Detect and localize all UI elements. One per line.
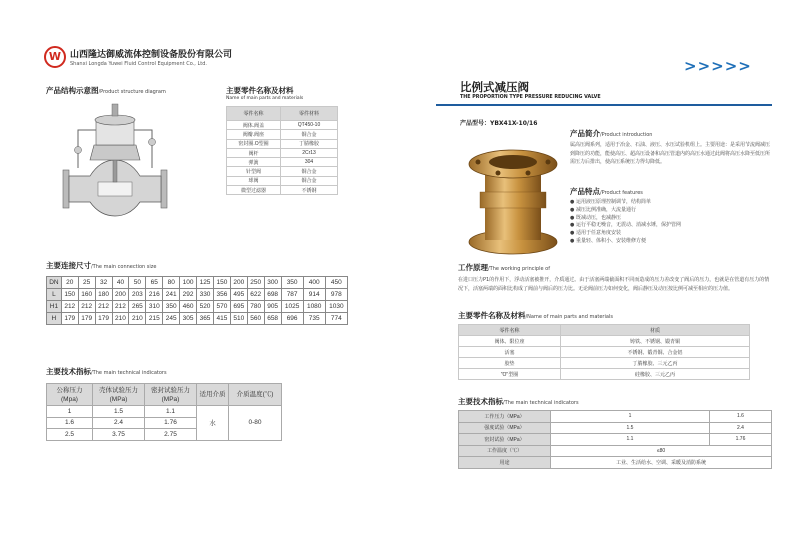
bolt-hole [546,160,551,165]
table-cell: 200 [112,289,129,301]
table-row [227,176,338,185]
table-cell: 65 [146,277,163,289]
right-tech-title-cn: 主要技术指标 [458,397,503,406]
table-cell: "O"型圈 [459,369,561,380]
bolt-hole [476,160,481,165]
structure-title-en: /Product structure diagram [98,89,166,95]
valve-structure-diagram [60,100,170,220]
table-cell: 350 [163,301,180,313]
table-cell: 250 [247,277,264,289]
table-cell: 150 [213,277,230,289]
table-cell: 698 [264,289,281,301]
tech-left-table [46,383,282,441]
table-cell: 32 [95,277,112,289]
table-cell: 2.4 [93,417,145,429]
intro-title-cn: 产品简介 [570,129,600,138]
table-cell: 2.75 [145,429,197,441]
table-cell: 硅橡胶、三元乙丙 [561,369,750,380]
table-header-row [459,325,750,336]
table-cell: 179 [61,313,78,325]
table-cell: 2Cr13 [281,148,338,157]
table-cell: 1 [47,406,93,418]
table-header: 介质温度(℃) [229,384,282,406]
table-row [47,406,282,418]
table-cell: 215 [146,313,163,325]
row-label: L [47,289,62,301]
list-item: ● 运行平稳无噪音，无震动、消减水锤，保护管网 [570,222,681,229]
table-cell: 1.5 [93,406,145,418]
intro-text: 属高压阀系列，适用于冶金、石油、液压、水压试验机组上。主要用途：是采用节流阀减压到降压的功能，能使高压、超高压设备和高压管道内的高压水通过此阀将高压水降至低压所需压力后排出，使高压系统压力得勾降低。 [570,142,771,166]
table-cell: 25 [78,277,95,289]
product-title: 比例式减压阀 [460,80,529,94]
table-cell: 密封圈.O型圈 [227,139,281,148]
connection-title [46,260,157,271]
table-cell: 1 [551,411,710,423]
table-cell: 1025 [281,301,303,313]
table-cell: 622 [247,289,264,301]
table-cell: 450 [325,277,347,289]
table-cell: 20 [61,277,78,289]
right-tech-table [458,410,772,469]
company-name-en: Shanxi Longda Yuwei Fluid Control Equipment Co., Ltd. [70,61,207,67]
principle-text: 在进口压力P1的作用下，浮动活塞被推开，介质通过。由于活塞两端截面积不同而造成的压力差改变了阀后的压力，也就是在管道有压力的情况下，活塞两端的面积比构成了阀前与阀后的压力比。无论阀前压力如何变化，阀后静压及动压按比例可减至相应的压力值。 [458,277,770,292]
row-label: H [47,313,62,325]
table-cell: 1.1 [551,434,710,446]
features-list [570,199,681,246]
structure-title-cn: 产品结构示意图 [46,86,99,95]
table-cell: 774 [325,313,347,325]
medium-cell: 水 [197,406,229,441]
table-cell: 203 [129,289,146,301]
table-cell: 活塞 [459,347,561,358]
features-title-en: /Product features [600,190,643,196]
table-cell: 球阀 [227,176,281,185]
table-row [459,358,750,369]
table-row [459,347,750,358]
table-cell: 520 [197,301,214,313]
table-cell: QT450-10 [281,121,338,130]
list-item: ● 重量轻、体积小、安装维修方便 [570,237,646,244]
table-cell: 415 [213,313,230,325]
table-row [227,158,338,167]
table-row [47,277,348,289]
table-cell: 495 [230,289,247,301]
table-cell: 696 [281,313,303,325]
table-cell: 弹簧 [227,158,281,167]
right-parts-table [458,324,750,380]
product-title-en: THE PROPORTION TYPE PRESSURE REDUCING VALVE [460,95,601,100]
table-cell: 铜合金 [281,176,338,185]
table-cell: 1.76 [710,434,772,446]
table-cell: 780 [247,301,264,313]
valve-bonnet [90,145,140,160]
intro-title-en: /Product introduction [600,132,653,138]
table-row [227,186,338,195]
row-label: H1 [47,301,62,313]
table-header: 适用介质 [197,384,229,406]
table-cell: 3.75 [93,429,145,441]
table-cell: 丁腈橡胶 [281,139,338,148]
table-cell: 658 [264,313,281,325]
table-cell: 365 [197,313,214,325]
table-label: 工作温度（℃） [459,445,551,457]
table-cell: 160 [78,289,95,301]
ball-valve [75,147,82,154]
table-cell: 针型阀 [227,167,281,176]
table-cell: 787 [281,289,303,301]
table-cell: 阀杆 [227,148,281,157]
table-cell: 356 [213,289,230,301]
table-cell: 2.4 [710,422,772,434]
principle-title-cn: 工作原理 [458,263,488,272]
decorative-arrows: >>>>> [684,57,752,75]
table-cell: 1.1 [145,406,197,418]
row-label: DN [47,277,62,289]
table-cell: 695 [230,301,247,313]
table-row [47,313,348,325]
connection-size-table [46,276,348,325]
table-cell: 300 [264,277,281,289]
principle-title [458,262,550,273]
table-cell: 212 [95,301,112,313]
table-cell: 微型过滤器 [227,186,281,195]
table-cell: 丁腈橡胶、三元乙丙 [561,358,750,369]
table-header: 材质 [561,325,750,336]
table-cell: 125 [197,277,214,289]
table-row [227,121,338,130]
tech-left-title-en: /The main technical indicators [91,370,167,376]
table-cell: 铜合金 [281,130,338,139]
table-cell: 1.6 [710,411,772,423]
table-cell: 350 [281,277,303,289]
table-cell: 1030 [325,301,347,313]
table-cell: 阀体.阀盖 [227,121,281,130]
right-tech-title-en: /The main technical indicators [503,400,579,406]
table-header: 零件材料 [281,107,338,121]
table-cell: 210 [112,313,129,325]
right-parts-title-en: /Name of main parts and materials [525,314,613,320]
right-parts-title-cn: 主要零件名称及材料 [458,311,526,320]
table-cell: 1.5 [551,422,710,434]
intro-title [570,128,652,139]
table-cell: 735 [303,313,325,325]
table-cell: 216 [146,289,163,301]
table-cell: 40 [112,277,129,289]
table-cell: 292 [180,289,197,301]
top-bolt [112,104,118,116]
table-header: 密封试验压力 (MPa) [145,384,197,406]
table-cell: 阀体、限位座 [459,336,561,347]
parts-title: 主要零件名称及材料 [226,86,294,95]
table-label: 工作压力（MPa） [459,411,551,423]
needle-valve [149,139,156,146]
table-row [459,445,772,457]
table-row [459,336,750,347]
table-header: 零件名称 [459,325,561,336]
table-cell: 914 [303,289,325,301]
list-item: ● 运用液压原理控制调节，结构简单 [570,199,651,205]
table-cell: 1080 [303,301,325,313]
temperature-cell: 0-80 [229,406,282,441]
center-band [480,192,546,208]
right-flange [161,170,167,208]
table-cell: 210 [129,313,146,325]
connection-title-en: /The main connection size [91,264,157,270]
table-cell: 212 [112,301,129,313]
table-row [459,422,772,434]
table-header: 壳体试验压力 (MPa) [93,384,145,406]
right-parts-title [458,310,613,321]
table-cell: 245 [163,313,180,325]
table-cell: 212 [61,301,78,313]
table-cell: 铜合金 [281,167,338,176]
table-header-row [47,384,282,406]
parts-title-en: Name of main parts and materials [226,96,304,101]
chamber-cover [95,115,135,125]
table-header: 公称压力 (Mpa) [47,384,93,406]
table-cell: 179 [78,313,95,325]
table-cell: 不锈钢、锻青铜、合金铝 [561,347,750,358]
company-logo: W [44,46,66,68]
product-photo [458,140,568,258]
connection-title-cn: 主要连接尺寸 [46,261,91,270]
bolt-hole [526,171,531,176]
table-label: 强度试验（MPa） [459,422,551,434]
table-cell: 150 [61,289,78,301]
table-cell: 241 [163,289,180,301]
structure-title [46,85,166,96]
list-item: ● 既减动压，也减静压 [570,214,621,221]
table-cell: 胶垫 [459,358,561,369]
table-cell: 304 [281,158,338,167]
right-tech-title [458,396,579,407]
table-cell: 570 [213,301,230,313]
valve-seat [98,182,132,196]
table-label: 用途 [459,457,551,469]
table-cell: 180 [95,289,112,301]
table-label: 密封试验（MPa） [459,434,551,446]
table-row [227,139,338,148]
table-cell: 100 [180,277,197,289]
table-cell: 工业、生活给水、空调、采暖及消防系统 [551,457,772,469]
table-row [227,130,338,139]
table-cell: 2.5 [47,429,93,441]
features-title [570,186,643,197]
table-row [459,457,772,469]
list-item: ● 适用于任意角度安装 [570,230,621,237]
table-header: 零件名称 [227,107,281,121]
title-divider [436,104,772,106]
table-cell: 179 [95,313,112,325]
table-cell: ≤80 [551,445,772,457]
table-cell: 330 [197,289,214,301]
table-cell: 200 [230,277,247,289]
table-cell: 1.76 [145,417,197,429]
table-row [47,289,348,301]
table-row [47,301,348,313]
table-row [459,434,772,446]
table-cell: 265 [129,301,146,313]
table-cell: 阀瓣.阀座 [227,130,281,139]
control-chamber [96,122,134,145]
table-row [459,411,772,423]
table-cell: 905 [264,301,281,313]
table-header-row [227,107,338,121]
table-row [227,167,338,176]
table-cell: 50 [129,277,146,289]
table-cell: 1.6 [47,417,93,429]
table-cell: 978 [325,289,347,301]
table-cell: 不锈钢 [281,186,338,195]
tech-left-title-cn: 主要技术指标 [46,367,91,376]
table-cell: 560 [247,313,264,325]
table-row [227,148,338,157]
table-cell: 305 [180,313,197,325]
bolt-hole [496,171,501,176]
table-cell: 铸铁、不锈钢、锻青铜 [561,336,750,347]
tech-left-title [46,366,167,377]
table-cell: 510 [230,313,247,325]
table-cell: 212 [78,301,95,313]
features-title-cn: 产品特点 [570,187,600,196]
company-name-cn: 山西隆达御威流体控制设备股份有限公司 [70,50,233,60]
list-item: ● 减压比例准确，大流量通行 [570,206,636,213]
principle-title-en: /The working principle of [488,266,550,272]
product-model: 产品型号：YBX41X-10/16 [460,120,538,127]
table-cell: 400 [303,277,325,289]
parts-table [226,106,338,195]
flange-bore [489,155,537,169]
table-row [459,369,750,380]
table-cell: 80 [163,277,180,289]
table-cell: 310 [146,301,163,313]
left-flange [63,170,69,208]
table-cell: 460 [180,301,197,313]
